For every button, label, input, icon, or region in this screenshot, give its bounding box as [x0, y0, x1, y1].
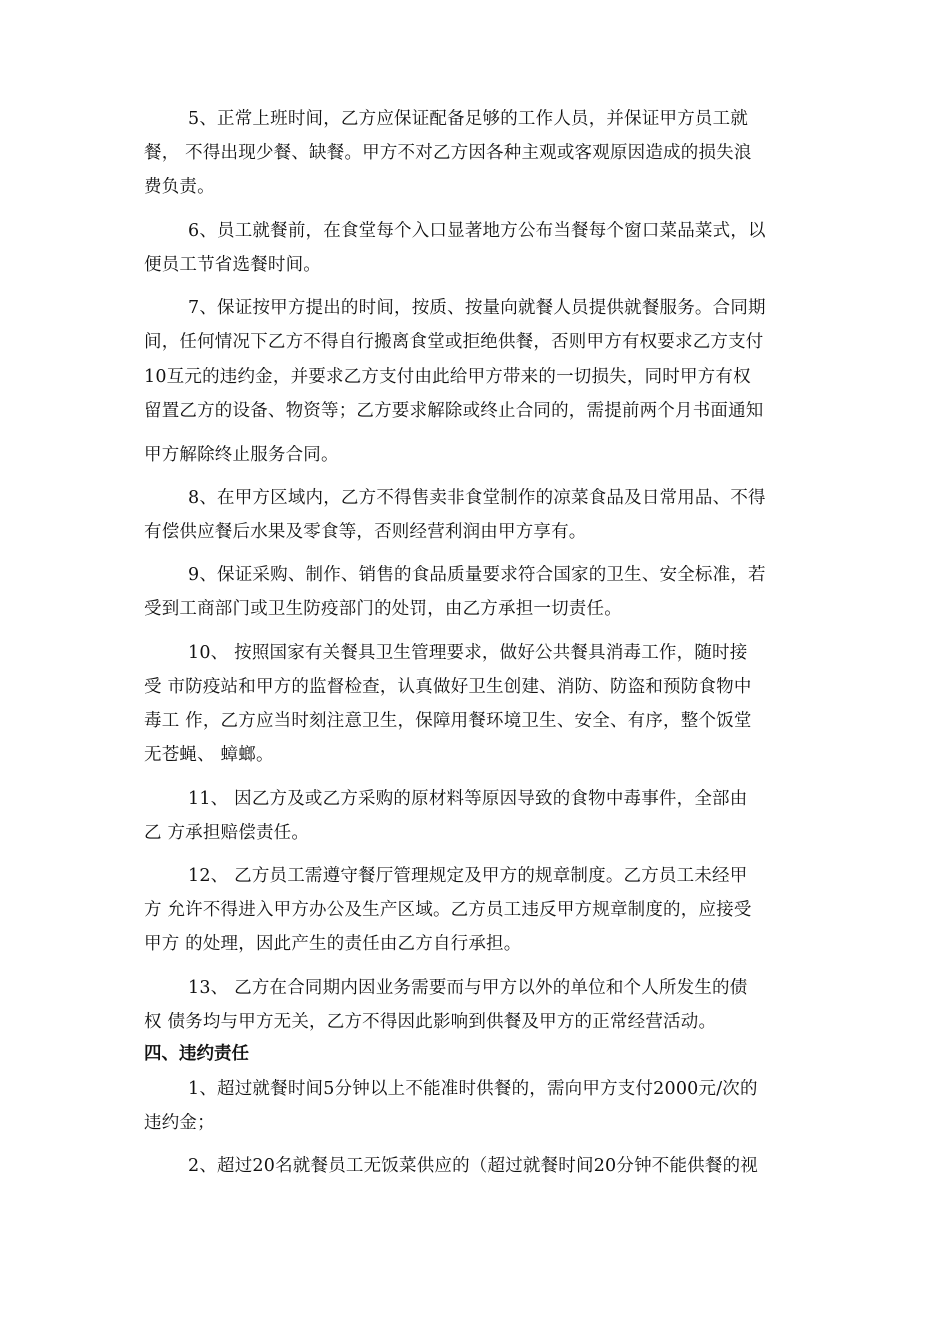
- clause-11-line-2: 乙 方承担赔偿责任。: [144, 823, 310, 843]
- clause-10-line-3: 毒工 作，乙方应当时刻注意卫生，保障用餐环境卫生、安全、有序，整个饭堂: [144, 711, 752, 731]
- clause-9-line-2: 受到工商部门或卫生防疫部门的处罚，由乙方承担一切责任。: [144, 599, 622, 619]
- breach-clause-2-line-1: 2、超过20名就餐员工无饭菜供应的（超过就餐时间20分钟不能供餐的视: [188, 1156, 758, 1176]
- clause-5-line-3: 费负责。: [144, 177, 215, 197]
- clause-8-line-1: 8、在甲方区域内，乙方不得售卖非食堂制作的凉菜食品及日常用品、不得: [188, 488, 766, 508]
- section-heading-breach-liability: 四、违约责任: [144, 1044, 249, 1064]
- clause-7-line-1: 7、保证按甲方提出的时间，按质、按量向就餐人员提供就餐服务。合同期: [188, 298, 766, 318]
- clause-7-line-4: 留置乙方的设备、物资等；乙方要求解除或终止合同的，需提前两个月书面通知: [144, 401, 764, 421]
- breach-clause-1-line-1: 1、超过就餐时间5分钟以上不能准时供餐的，需向甲方支付2000元/次的: [188, 1079, 758, 1099]
- clause-10-line-1: 10、 按照国家有关餐具卫生管理要求，做好公共餐具消毒工作，随时接: [188, 643, 748, 663]
- clause-7-line-3: 10互元的违约金，并要求乙方支付由此给甲方带来的一切损失，同时甲方有权: [144, 367, 751, 387]
- clause-10-line-4: 无苍蝇、 蟑螂。: [144, 745, 274, 765]
- clause-5-line-2: 餐， 不得出现少餐、缺餐。甲方不对乙方因各种主观或客观原因造成的损失浪: [144, 143, 752, 163]
- clause-8-line-2: 有偿供应餐后水果及零食等，否则经营利润由甲方享有。: [144, 522, 587, 542]
- clause-11-line-1: 11、 因乙方及或乙方采购的原材料等原因导致的食物中毒事件，全部由: [188, 789, 748, 809]
- clause-10-line-2: 受 市防疫站和甲方的监督检查，认真做好卫生创建、消防、防盗和预防食物中: [144, 677, 752, 697]
- clause-13-line-1: 13、 乙方在合同期内因业务需要而与甲方以外的单位和个人所发生的债: [188, 978, 748, 998]
- clause-13-line-2: 权 债务均与甲方无关，乙方不得因此影响到供餐及甲方的正常经营活动。: [144, 1012, 717, 1032]
- clause-9-line-1: 9、保证采购、制作、销售的食品质量要求符合国家的卫生、安全标准，若: [188, 565, 766, 585]
- clause-7-line-5: 甲方解除终止服务合同。: [144, 445, 339, 465]
- clause-12-line-1: 12、 乙方员工需遵守餐厅管理规定及甲方的规章制度。乙方员工未经甲: [188, 866, 748, 886]
- clause-12-line-3: 甲方 的处理，因此产生的责任由乙方自行承担。: [144, 934, 522, 954]
- clause-6-line-1: 6、员工就餐前，在食堂每个入口显著地方公布当餐每个窗口菜品菜式，以: [188, 221, 766, 241]
- breach-clause-1-line-2: 违约金；: [144, 1113, 215, 1133]
- clause-7-line-2: 间，任何情况下乙方不得自行搬离食堂或拒绝供餐，否则甲方有权要求乙方支付: [144, 332, 764, 352]
- clause-5-line-1: 5、正常上班时间，乙方应保证配备足够的工作人员，并保证甲方员工就: [188, 109, 749, 129]
- clause-12-line-2: 方 允许不得进入甲方办公及生产区域。乙方员工违反甲方规章制度的，应接受: [144, 900, 752, 920]
- clause-6-line-2: 便员工节省选餐时间。: [144, 255, 321, 275]
